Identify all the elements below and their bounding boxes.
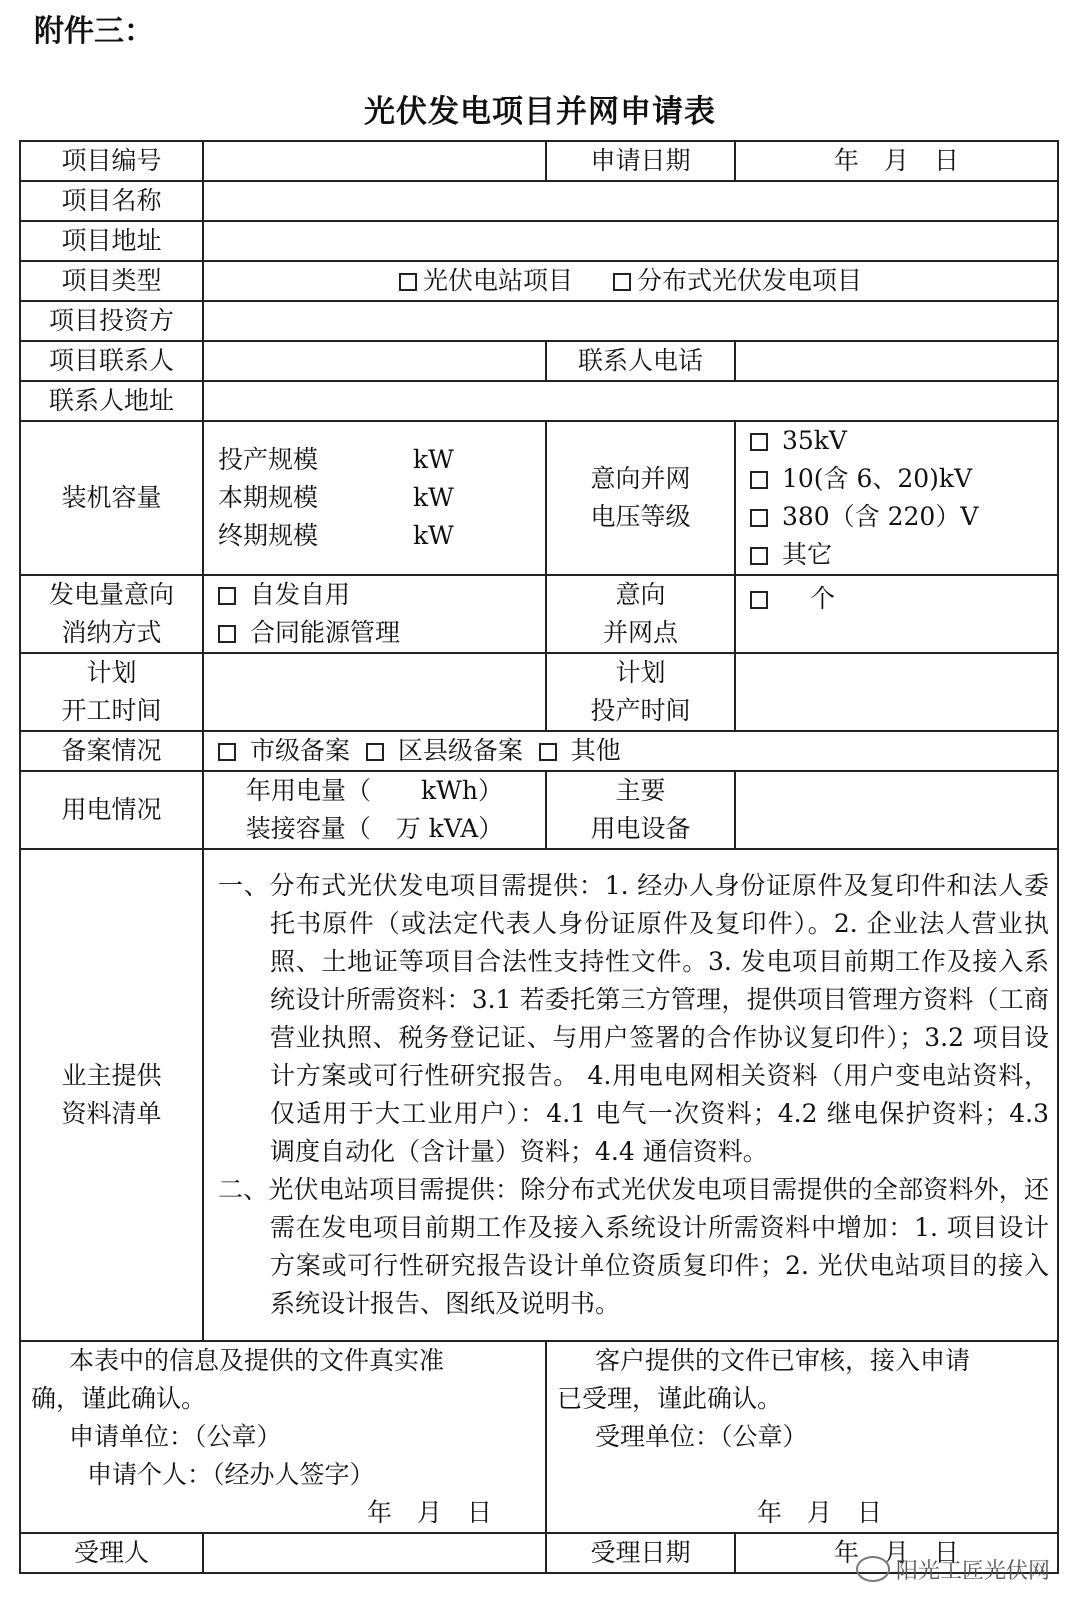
- checkbox-self-use[interactable]: 自发自用: [218, 576, 545, 614]
- field-consumption: [203, 575, 546, 653]
- wechat-icon: [856, 1556, 890, 1582]
- annual-power-use[interactable]: 年用电量（ kWh）: [246, 776, 503, 805]
- label-grid-point: 意向 并网点: [546, 575, 735, 653]
- installed-capacity[interactable]: 装接容量（ 万 kVA）: [245, 814, 504, 843]
- applicant-signature[interactable]: 申请个人：（经办人签字）: [87, 1460, 375, 1489]
- field-project-name[interactable]: [203, 181, 1058, 221]
- applicant-unit-seal[interactable]: 申请单位：（公章）: [69, 1422, 282, 1451]
- field-handle-date[interactable]: 年 月 日: [735, 1533, 1058, 1573]
- field-power-use: [203, 771, 546, 849]
- label-capacity: 装机容量: [20, 421, 203, 575]
- checkbox-voltage-10kv[interactable]: 10(含 6、20)kV: [750, 460, 1057, 498]
- field-voltage-level: [735, 421, 1058, 575]
- checkbox-county-filing[interactable]: 区县级备案: [366, 736, 523, 765]
- checkbox-icon: [218, 743, 236, 761]
- checkbox-pv-station[interactable]: [399, 266, 573, 295]
- checkbox-icon: [750, 547, 768, 565]
- field-project-address[interactable]: [203, 221, 1058, 261]
- label-project-address: 项目地址: [20, 221, 203, 261]
- capacity-production[interactable]: 投产规模 kW: [218, 445, 454, 474]
- label-filing: 备案情况: [20, 731, 203, 771]
- checkbox-other-filing[interactable]: 其他: [539, 736, 621, 765]
- checkbox-city-filing[interactable]: 市级备案: [218, 736, 350, 765]
- label-project-name: 项目名称: [20, 181, 203, 221]
- option-label: 分布式光伏发电项目: [637, 266, 863, 295]
- checkbox-icon: [539, 743, 557, 761]
- option-label: 光伏电站项目: [422, 266, 573, 295]
- row-contact-address: [20, 381, 1058, 421]
- row-project-address: [20, 221, 1058, 261]
- label-handler: 受理人: [20, 1533, 203, 1573]
- row-power-use: [20, 771, 1058, 849]
- checkbox-voltage-35kv[interactable]: 35kV: [750, 422, 1057, 460]
- label-investor: 项目投资方: [20, 301, 203, 341]
- label-handle-date: 受理日期: [546, 1533, 735, 1573]
- checkbox-icon: [218, 625, 236, 643]
- field-investor[interactable]: [203, 301, 1058, 341]
- label-contact-phone: 联系人电话: [546, 341, 735, 381]
- row-investor: [20, 301, 1058, 341]
- label-plan-start: 计划 开工时间: [20, 653, 203, 731]
- label-contact-person: 项目联系人: [20, 341, 203, 381]
- checkbox-icon: [750, 591, 768, 609]
- row-plan-time: [20, 653, 1058, 731]
- field-apply-date[interactable]: 年 月 日: [735, 141, 1058, 181]
- field-contact-phone[interactable]: [735, 341, 1058, 381]
- label-voltage-level: 意向并网 电压等级: [546, 421, 735, 575]
- applicant-date[interactable]: 年 月 日: [367, 1498, 493, 1527]
- field-contact-person[interactable]: [203, 341, 546, 381]
- label-main-equipment: 主要 用电设备: [546, 771, 735, 849]
- declaration-applicant: 本表中的信息及提供的文件真实准 确，谨此确认。 申请单位：（公章） 申请个人：（经办人签字） 年 月 日: [20, 1341, 546, 1533]
- field-grid-point[interactable]: 个: [735, 575, 1058, 653]
- row-filing: [20, 731, 1058, 771]
- declaration-acceptor: 客户提供的文件已审核，接入申请 已受理，谨此确认。 受理单位：（公章） 年 月 日: [546, 1341, 1058, 1533]
- docs-pv-station: 二、光伏电站项目需提供：除分布式光伏发电项目需提供的全部资料外，还需在发电项目前期工作及接入系统设计所需资料中增加：1. 项目设计方案或可行性研究报告设计单位资质复印件；2. 光伏电站项目的接入系统设计报告、图纸及说明书。: [218, 1175, 1049, 1318]
- field-filing: [203, 731, 1058, 771]
- watermark: 阳光工匠光伏网: [856, 1554, 1050, 1585]
- row-project-no: [20, 141, 1058, 181]
- field-plan-start[interactable]: [203, 653, 546, 731]
- checkbox-icon: [366, 743, 384, 761]
- application-form-table: [19, 140, 1059, 1574]
- checkbox-icon: [399, 273, 417, 291]
- checkbox-icon: [218, 587, 236, 605]
- checkbox-icon: [750, 471, 768, 489]
- form-title: 光伏发电项目并网申请表: [364, 94, 716, 130]
- field-main-equipment[interactable]: [735, 771, 1058, 849]
- label-consumption: 发电量意向 消纳方式: [20, 575, 203, 653]
- owner-docs-list: [203, 849, 1058, 1341]
- checkbox-icon: [750, 509, 768, 527]
- row-project-type: [20, 261, 1058, 301]
- checkbox-energy-contract[interactable]: 合同能源管理: [218, 614, 545, 652]
- label-power-use: 用电情况: [20, 771, 203, 849]
- checkbox-icon: [613, 273, 631, 291]
- capacity-current[interactable]: 本期规模 kW: [218, 483, 454, 512]
- row-owner-docs: [20, 849, 1058, 1341]
- field-capacity: [203, 421, 546, 575]
- checkbox-distributed-pv[interactable]: [613, 266, 862, 295]
- attachment-label: 附件三：: [34, 14, 154, 49]
- field-handler[interactable]: [203, 1533, 546, 1573]
- acceptor-date[interactable]: 年 月 日: [757, 1498, 883, 1527]
- field-project-no[interactable]: [203, 141, 546, 181]
- label-plan-production: 计划 投产时间: [546, 653, 735, 731]
- label-owner-docs: 业主提供 资料清单: [20, 849, 203, 1341]
- field-project-type: [203, 261, 1058, 301]
- acceptor-unit-seal[interactable]: 受理单位：（公章）: [595, 1422, 808, 1451]
- label-project-no: 项目编号: [20, 141, 203, 181]
- row-contact: [20, 341, 1058, 381]
- field-plan-production[interactable]: [735, 653, 1058, 731]
- checkbox-icon: [750, 433, 768, 451]
- row-project-name: [20, 181, 1058, 221]
- field-contact-address[interactable]: [203, 381, 1058, 421]
- row-consumption: [20, 575, 1058, 653]
- label-contact-address: 联系人地址: [20, 381, 203, 421]
- row-declaration: [20, 1341, 1058, 1533]
- docs-distributed-pv: 一、分布式光伏发电项目需提供：1. 经办人身份证原件及复印件和法人委托书原件（或法定代表人身份证原件及复印件）。2. 企业法人营业执照、土地证等项目合法性支持性文件。3. 发电项目前期工作及接入系统设计所需资料：3.1 若委托第三方管理，提供项目管理方资料（工商营业执照、税务登记证、与用户签署的合作协议复印件）；3.2 项目设计方案或可行性研究报告。 4.用电电网相关资料（用户变电站资料，仅适用于大工业用户）：4.1 电气一次资料；4.2 继电保护资料；4.3 调度自动化（含计量）资料；4.4 通信资料。: [218, 871, 1049, 1166]
- capacity-final[interactable]: 终期规模 kW: [218, 521, 454, 550]
- checkbox-voltage-other[interactable]: 其它: [750, 536, 1057, 574]
- checkbox-voltage-380v[interactable]: 380（含 220）V: [750, 498, 1057, 536]
- row-capacity: [20, 421, 1058, 575]
- label-apply-date: 申请日期: [546, 141, 735, 181]
- label-project-type: 项目类型: [20, 261, 203, 301]
